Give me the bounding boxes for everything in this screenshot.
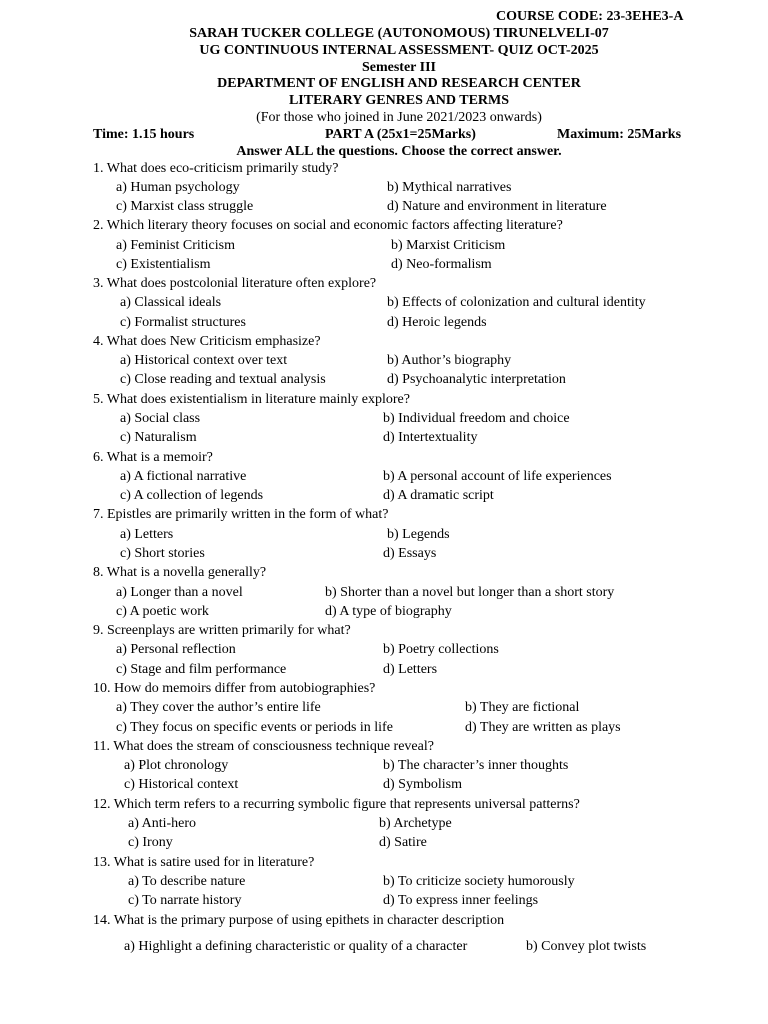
- q10-option-c: c) They focus on specific events or periods in life: [116, 720, 393, 735]
- question-7: 7. Epistles are primarily written in the form of what?: [93, 507, 389, 522]
- q3-option-c: c) Formalist structures: [120, 315, 246, 330]
- maximum-marks: Maximum: 25Marks: [557, 127, 682, 142]
- q5-option-a: a) Social class: [120, 411, 201, 426]
- q3-option-d: d) Heroic legends: [387, 315, 487, 330]
- q4-option-b: b) Author’s biography: [387, 353, 512, 368]
- question-12: 12. Which term refers to a recurring symbolic figure that represents universal patterns?: [93, 797, 580, 812]
- q8-option-a: a) Longer than a novel: [116, 585, 243, 600]
- q6-option-d: d) A dramatic script: [383, 488, 494, 503]
- q6-option-c: c) A collection of legends: [120, 488, 264, 503]
- q13-option-b: b) To criticize society humorously: [383, 874, 575, 889]
- course-code: COURSE CODE: 23-3EHE3-A: [496, 9, 684, 24]
- q8-option-d: d) A type of biography: [325, 604, 452, 619]
- question-2: 2. Which literary theory focuses on social and economic factors affecting literature?: [93, 218, 563, 233]
- q7-option-d: d) Essays: [383, 546, 437, 561]
- q2-option-b: b) Marxist Criticism: [391, 238, 506, 253]
- q6-option-a: a) A fictional narrative: [120, 469, 247, 484]
- q7-option-c: c) Short stories: [120, 546, 205, 561]
- question-3: 3. What does postcolonial literature often explore?: [93, 276, 377, 291]
- q14-option-a: a) Highlight a defining characteristic or quality of a character: [124, 939, 468, 954]
- assessment-title: UG CONTINUOUS INTERNAL ASSESSMENT- QUIZ OCT-2025: [199, 43, 599, 58]
- question-4: 4. What does New Criticism emphasize?: [93, 334, 321, 349]
- question-1: 1. What does eco-criticism primarily study?: [93, 161, 339, 176]
- question-5: 5. What does existentialism in literature mainly explore?: [93, 392, 410, 407]
- question-8: 8. What is a novella generally?: [93, 565, 267, 580]
- q11-option-d: d) Symbolism: [383, 777, 462, 792]
- question-10: 10. How do memoirs differ from autobiographies?: [93, 681, 376, 696]
- q7-option-a: a) Letters: [120, 527, 174, 542]
- q12-option-c: c) Irony: [128, 835, 173, 850]
- department: DEPARTMENT OF ENGLISH AND RESEARCH CENTER: [217, 76, 581, 91]
- q3-option-a: a) Classical ideals: [120, 295, 222, 310]
- question-11: 11. What does the stream of consciousness technique reveal?: [93, 739, 434, 754]
- q1-option-a: a) Human psychology: [116, 180, 240, 195]
- q1-option-b: b) Mythical narratives: [387, 180, 512, 195]
- q13-option-a: a) To describe nature: [128, 874, 246, 889]
- q5-option-d: d) Intertextuality: [383, 430, 478, 445]
- q11-option-b: b) The character’s inner thoughts: [383, 758, 569, 773]
- q11-option-c: c) Historical context: [124, 777, 239, 792]
- instructions: Answer ALL the questions. Choose the correct answer.: [236, 144, 562, 159]
- q6-option-b: b) A personal account of life experiences: [383, 469, 612, 484]
- part-a-heading: PART A (25x1=25Marks): [325, 127, 476, 142]
- college-name: SARAH TUCKER COLLEGE (AUTONOMOUS) TIRUNELVELI-07: [189, 26, 609, 41]
- semester: Semester III: [361, 60, 436, 75]
- q9-option-a: a) Personal reflection: [116, 642, 236, 657]
- q3-option-b: b) Effects of colonization and cultural identity: [387, 295, 646, 310]
- subject-title: LITERARY GENRES AND TERMS: [288, 93, 510, 108]
- q12-option-d: d) Satire: [379, 835, 427, 850]
- question-6: 6. What is a memoir?: [93, 450, 213, 465]
- q5-option-b: b) Individual freedom and choice: [383, 411, 570, 426]
- q9-option-c: c) Stage and film performance: [116, 662, 287, 677]
- eligibility-note: (For those who joined in June 2021/2023 onwards): [256, 110, 542, 125]
- question-14: 14. What is the primary purpose of using epithets in character description: [93, 913, 505, 928]
- q10-option-b: b) They are fictional: [465, 700, 580, 715]
- q9-option-b: b) Poetry collections: [383, 642, 499, 657]
- q2-option-c: c) Existentialism: [116, 257, 211, 272]
- q9-option-d: d) Letters: [383, 662, 438, 677]
- q11-option-a: a) Plot chronology: [124, 758, 229, 773]
- q5-option-c: c) Naturalism: [120, 430, 197, 445]
- q8-option-b: b) Shorter than a novel but longer than a short story: [325, 585, 615, 600]
- q4-option-d: d) Psychoanalytic interpretation: [387, 372, 566, 387]
- q4-option-c: c) Close reading and textual analysis: [120, 372, 326, 387]
- q10-option-d: d) They are written as plays: [465, 720, 621, 735]
- time-allowed: Time: 1.15 hours: [93, 127, 195, 142]
- q1-option-c: c) Marxist class struggle: [116, 199, 254, 214]
- q12-option-b: b) Archetype: [379, 816, 452, 831]
- q2-option-d: d) Neo-formalism: [391, 257, 492, 272]
- q8-option-c: c) A poetic work: [116, 604, 209, 619]
- q13-option-c: c) To narrate history: [128, 893, 242, 908]
- q2-option-a: a) Feminist Criticism: [116, 238, 235, 253]
- q7-option-b: b) Legends: [387, 527, 450, 542]
- q10-option-a: a) They cover the author’s entire life: [116, 700, 321, 715]
- q1-option-d: d) Nature and environment in literature: [387, 199, 607, 214]
- question-9: 9. Screenplays are written primarily for what?: [93, 623, 351, 638]
- q12-option-a: a) Anti-hero: [128, 816, 197, 831]
- q4-option-a: a) Historical context over text: [120, 353, 288, 368]
- q14-option-b: b) Convey plot twists: [526, 939, 647, 954]
- q13-option-d: d) To express inner feelings: [383, 893, 539, 908]
- question-13: 13. What is satire used for in literature?: [93, 855, 315, 870]
